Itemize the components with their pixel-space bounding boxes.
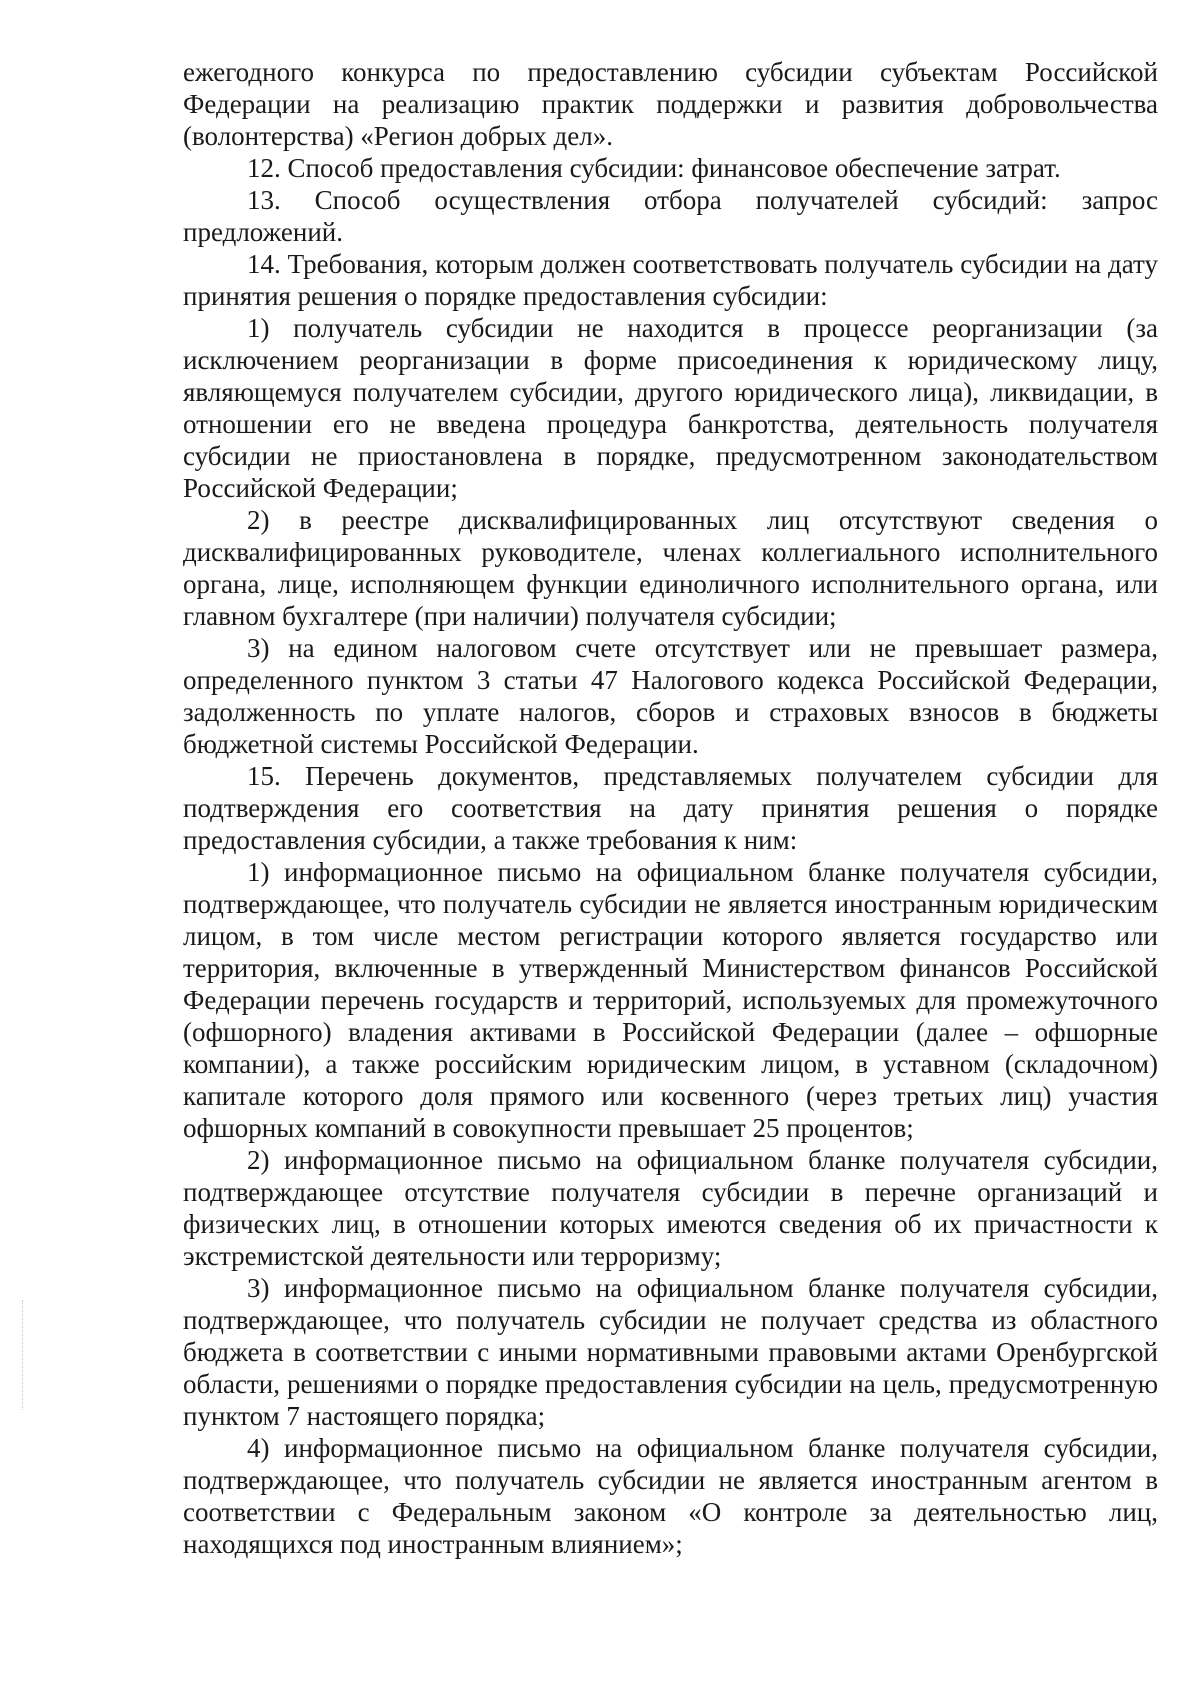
paragraph-item-13: 13. Способ осуществления отбора получателей субсидий: запрос предложений. xyxy=(183,185,1158,247)
scan-margin-artifact xyxy=(22,1300,25,1410)
paragraph-item-15-1: 1) информационное письмо на официальном бланке получателя субсидии, подтверждающее, что получатель субсидии не является иностранным юридическим лицом, в том числе местом регистрации которого является государство или территория, включенные в утвержденный Министерством финансов Российской Федерации перечень государств и территорий, используемых для промежуточного (офшорного) владения активами в Российской Федерации (далее – офшорные компании), а также российским юридическим лицом, в уставном (складочном) капитале которого доля прямого или косвенного (через третьих лиц) участия офшорных компаний в совокупности превышает 25 процентов; xyxy=(183,857,1158,1143)
paragraph-item-14: 14. Требования, которым должен соответствовать получатель субсидии на дату принятия решения о порядке предоставления субсидии: xyxy=(183,249,1158,311)
document-body xyxy=(183,56,1158,1560)
paragraph-item-12: 12. Способ предоставления субсидии: финансовое обеспечение затрат. xyxy=(247,153,1061,183)
paragraph-continuation: ежегодного конкурса по предоставлению субсидии субъектам Российской Федерации на реализацию практик поддержки и развития добровольчества (волонтерства) «Регион добрых дел». xyxy=(183,57,1158,151)
paragraph-item-15-4: 4) информационное письмо на официальном бланке получателя субсидии, подтверждающее, что получатель субсидии не является иностранным агентом в соответствии с Федеральным законом «О контроле за деятельностью лиц, находящихся под иностранным влиянием»; xyxy=(183,1433,1158,1559)
paragraph-item-14-1: 1) получатель субсидии не находится в процессе реорганизации (за исключением реорганизации в форме присоединения к юридическому лицу, являющемуся получателем субсидии, другого юридического лица), ликвидации, в отношении его не введена процедура банкротства, деятельность получателя субсидии не приостановлена в порядке, предусмотренном законодательством Российской Федерации; xyxy=(183,313,1158,503)
paragraph-item-14-3: 3) на едином налоговом счете отсутствует или не превышает размера, определенного пунктом 3 статьи 47 Налогового кодекса Российской Федерации, задолженность по уплате налогов, сборов и страховых взносов в бюджеты бюджетной системы Российской Федерации. xyxy=(183,633,1158,759)
paragraph-item-15-2: 2) информационное письмо на официальном бланке получателя субсидии, подтверждающее отсутствие получателя субсидии в перечне организаций и физических лиц, в отношении которых имеются сведения об их причастности к экстремистской деятельности или терроризму; xyxy=(183,1145,1158,1271)
paragraph-item-14-2: 2) в реестре дисквалифицированных лиц отсутствуют сведения о дисквалифицированных руководителе, членах коллегиального исполнительного органа, лице, исполняющем функции единоличного исполнительного органа, или главном бухгалтере (при наличии) получателя субсидии; xyxy=(183,505,1158,631)
paragraph-item-15: 15. Перечень документов, представляемых получателем субсидии для подтверждения его соответствия на дату принятия решения о порядке предоставления субсидии, а также требования к ним: xyxy=(183,761,1158,855)
paragraph-item-15-3: 3) информационное письмо на официальном бланке получателя субсидии, подтверждающее, что получатель субсидии не получает средства из областного бюджета в соответствии с иными нормативными правовыми актами Оренбургской области, решениями о порядке предоставления субсидии на цель, предусмотренную пунктом 7 настоящего порядка; xyxy=(183,1273,1158,1431)
